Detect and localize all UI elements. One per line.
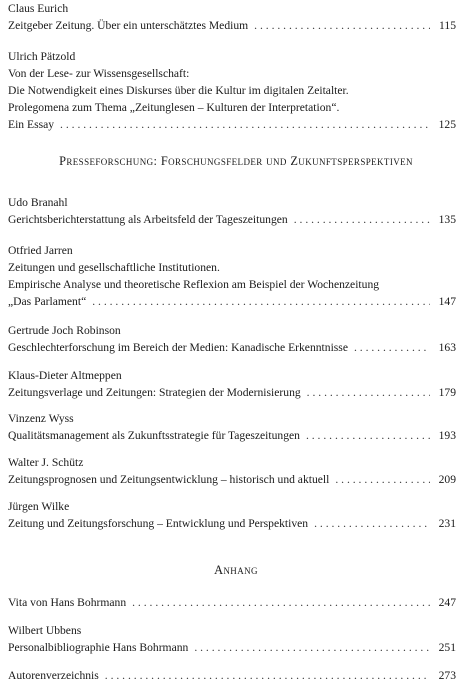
entry-title: Vita von Hans Bohrmann	[8, 596, 127, 609]
toc-entry	[8, 367, 456, 401]
entry-title: „Das Parlament“	[8, 295, 87, 308]
dot-leader	[306, 427, 430, 444]
toc-entry	[8, 454, 456, 488]
dot-leader	[354, 339, 430, 356]
entry-author: Vinzenz Wyss	[8, 412, 74, 425]
entry-title-line	[8, 116, 456, 133]
page-number: 115	[439, 19, 456, 32]
entry-title: Zeitgeber Zeitung. Über ein unterschätztes Medium	[8, 19, 249, 32]
entry-title-line: Empirische Analyse und theoretische Reflexion am Beispiel der Wochenzeitung	[8, 278, 380, 291]
entry-author: Walter J. Schütz	[8, 456, 84, 469]
toc-entry	[8, 667, 456, 684]
dot-leader	[60, 116, 430, 133]
dot-leader	[194, 639, 430, 656]
entry-title: Personalbibliographie Hans Bohrmann	[8, 641, 189, 654]
dot-leader	[132, 594, 430, 611]
entry-title-line: Prolegomena zum Thema „Zeitunglesen – Kulturen der Interpretation“.	[8, 101, 340, 114]
section-heading: Anhang	[214, 563, 258, 577]
entry-title-line	[8, 667, 456, 684]
entry-title: Ein Essay	[8, 118, 55, 131]
entry-title-line	[8, 594, 456, 611]
entry-title-line: Zeitungen und gesellschaftliche Institutionen.	[8, 261, 220, 274]
dot-leader	[307, 384, 430, 401]
toc-entry	[8, 0, 456, 34]
entry-title-line	[8, 515, 456, 532]
entry-title-line	[8, 339, 456, 356]
page-number: 209	[438, 473, 456, 486]
toc-entry	[8, 622, 456, 656]
entry-title-line	[8, 427, 456, 444]
toc-entry	[8, 194, 456, 228]
entry-title-line	[8, 471, 456, 488]
section-heading: Presseforschung: Forschungsfelder und Zukunftsperspektiven	[59, 154, 413, 168]
page-number: 125	[438, 118, 456, 131]
entry-title: Geschlechterforschung im Bereich der Medien: Kanadische Erkenntnisse	[8, 341, 348, 354]
dot-leader	[335, 471, 430, 488]
dot-leader	[92, 293, 430, 310]
entry-title: Qualitätsmanagement als Zukunftsstrategie für Tageszeitungen	[8, 429, 300, 442]
dot-leader	[294, 211, 430, 228]
toc-entry	[8, 498, 456, 532]
toc-entry	[8, 322, 456, 356]
entry-author: Gertrude Joch Robinson	[8, 324, 121, 337]
entry-title: Gerichtsberichterstattung als Arbeitsfeld der Tageszeitungen	[8, 213, 288, 226]
toc-entry	[8, 410, 456, 444]
dot-leader	[314, 515, 430, 532]
entry-author: Otfried Jarren	[8, 244, 73, 257]
toc-entry	[8, 48, 456, 133]
entry-author: Klaus-Dieter Altmeppen	[8, 369, 122, 382]
entry-author: Jürgen Wilke	[8, 500, 70, 513]
page-number: 135	[438, 213, 456, 226]
entry-author: Ulrich Pätzold	[8, 50, 76, 63]
entry-title-line	[8, 17, 456, 34]
entry-title-line	[8, 293, 456, 310]
page-number: 147	[438, 295, 456, 308]
page-number: 231	[438, 517, 456, 530]
entry-title: Zeitungsprognosen und Zeitungsentwicklung – historisch und aktuell	[8, 473, 330, 486]
entry-title: Zeitung und Zeitungsforschung – Entwicklung und Perspektiven	[8, 517, 309, 530]
page-number: 247	[438, 596, 456, 609]
toc-entry	[8, 594, 456, 611]
dot-leader	[254, 17, 430, 34]
entry-title-line	[8, 384, 456, 401]
entry-author: Claus Eurich	[8, 2, 69, 15]
page-number: 163	[438, 341, 456, 354]
entry-title-line: Die Notwendigkeit eines Diskurses über die Kultur im digitalen Zeitalter.	[8, 84, 349, 97]
entry-title: Zeitungsverlage und Zeitungen: Strategien der Modernisierung	[8, 386, 301, 399]
page-number: 273	[438, 669, 456, 682]
page-number: 251	[438, 641, 456, 654]
entry-title-line	[8, 639, 456, 656]
entry-title-line: Von der Lese- zur Wissensgesellschaft:	[8, 67, 190, 80]
toc-entry	[8, 242, 456, 310]
page-number: 179	[438, 386, 456, 399]
dot-leader	[105, 667, 430, 684]
entry-author: Udo Branahl	[8, 196, 68, 209]
page-number: 193	[438, 429, 456, 442]
entry-title-line	[8, 211, 456, 228]
entry-author: Wilbert Ubbens	[8, 624, 82, 637]
entry-title: Autorenverzeichnis	[8, 669, 99, 682]
